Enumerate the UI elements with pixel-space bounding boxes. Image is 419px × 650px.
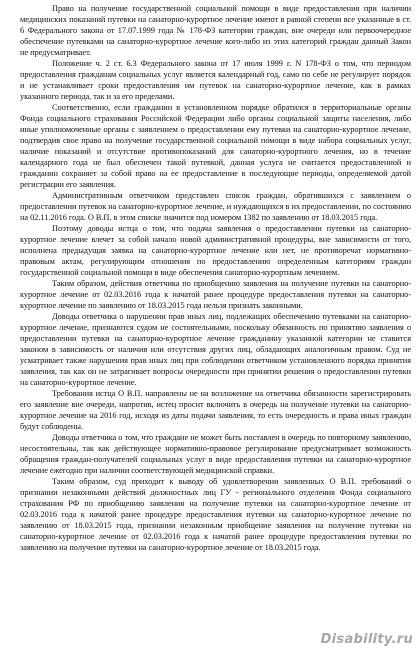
paragraph-3: Соответственно, если гражданин в установленном порядке обратился в территориальные органы Фонда социального страхования Российской Федерации либо органы социальной защиты населения, либо иные уполномоченные органы с заявлением о предоставлении ему путевки на санаторно-курортное лечение, подтвердив свое право на получение государственной социальной помощи в виде набора социальных услуг, наличие показаний и отсутствие противопоказаний для санаторно-курортного лечения, но в течение календарного года не был обеспечен такой путевкой, данная услуга не считается предоставленной и гражданин сохраняет за собой право на ее предоставление в последующие периоды, определяемой датой регистрации его заявления. <box>20 103 411 189</box>
paragraph-1: Право на получение государственной социальной помощи в виде предоставления при наличии медицинских показаний путевки на санаторно-курортное лечение имеют в равной степени все указанные в ст. 6 Федерального закона от 17.07.1999 года № 178-ФЗ категории граждан, вне очереди или первоочередное обеспечение путевками на санаторно-курортное лечение кого-либо из этих категорий граждан данный Закон не предусматривает. <box>20 4 411 57</box>
paragraph-8: Требования истца О В.П. направлены не на возложение на ответчика обязанности зарегистрировать его заявление вне очереди, напротив, истец просит включить в очередь на получение путевки на санаторно-курортное лечение на 2016 год, исходя из даты подачи заявления, то есть очередность и права иных граждан будут соблюдены. <box>20 389 411 431</box>
paragraph-2: Положение ч. 2 ст. 6.3 Федерального закона от 17 июля 1999 г. N 178-ФЗ о том, что периодом предоставления гражданам социальных услуг является календарный год, само по себе не регулирует порядок и не устанавливает сроки предоставления им путевок на санаторно-курортное лечение, как в рамках указанного периода, так и за его пределами. <box>20 59 411 101</box>
paragraph-4: Административным ответчиком представлен список граждан, обратившихся с заявлением о предоставлении путевок на санаторно-курортное лечение, и нуждающихся в их предоставлении, по состоянию на 02.11.2016 года. О В.П. в этом списке значится под номером 1382 по заявлению от 18.03.2015 года. <box>20 191 411 222</box>
paragraph-7: Доводы ответчика о нарушении прав иных лиц, подлежащих обеспечению путевками на санаторно-курортное лечение, признаются судом не состоятельными, поскольку обязанность по принятию заявления о предоставлении путевки на санаторно-курортное лечение гражданину указанной категории не ставится законом в зависимость от наличия или отсутствия других лиц, обладающих аналогичным правом. Суд не усматривает также нарушения прав иных лиц при соблюдении ответчиком установленного порядка принятия заявления, так как он не затрагивает вопросы очередности при принятии решения о предоставлении путевки на санаторно-курортное лечение. <box>20 312 411 387</box>
paragraph-6: Таким образом, действия ответчика по приобщению заявления на получение путевки на санаторно-курортное лечение от 02.03.2016 года к начатой ранее процедуре предоставления путевки на санаторно-курортное лечение по заявлению от 18.03.2015 года нельзя признать законными. <box>20 279 411 310</box>
site-watermark: Disability.ru <box>320 632 413 647</box>
paragraph-9: Доводы ответчика о том, что граждане не может быть поставлен в очередь по повторному заявлению, несостоятельны, так как действующее нормативно-правовое регулирование предусматривает возможность обращения граждан-получателей социальных услуг в виде предоставления путевки на санаторно-курортное лечение ежегодно при наличии соответствующей медицинской справки. <box>20 433 411 475</box>
paragraph-5: Поэтому доводы истца о том, что подача заявления о предоставлении путевки на санаторно-курортное лечение влечет за собой начало новой административной процедуры, вне зависимости от того, исполнена предыдущая заявка на санаторно-курортное лечение или нет, не противоречат нормативно-правовым актам, регулирующим отношения по предоставлению определенным категориям граждан государственной социальной помощи в виде обеспечения санаторно-курортным лечением. <box>20 224 411 277</box>
paragraph-10: Таким образом, суд приходит к выводу об удовлетворении заявленных О В.П. требований о признании незаконными действий должностных лиц ГУ - регионального отделения Фонда социального страхования РФ по приобщению заявления на получение путевки на санаторно-курортное лечение от 02.03.2016 года к начатой ранее процедуре предоставления путевки на санаторно-курортное лечение по заявлению от 18.03.2015 года, признании незаконным приобщение заявления на получение путевки на санаторно-курортное лечение от 02.03.2016 года к начатой ранее процедуре предоставления путевки по заявлению на получение путевки на санаторно-курортное лечение от 18.03.2015 года. <box>20 477 411 552</box>
